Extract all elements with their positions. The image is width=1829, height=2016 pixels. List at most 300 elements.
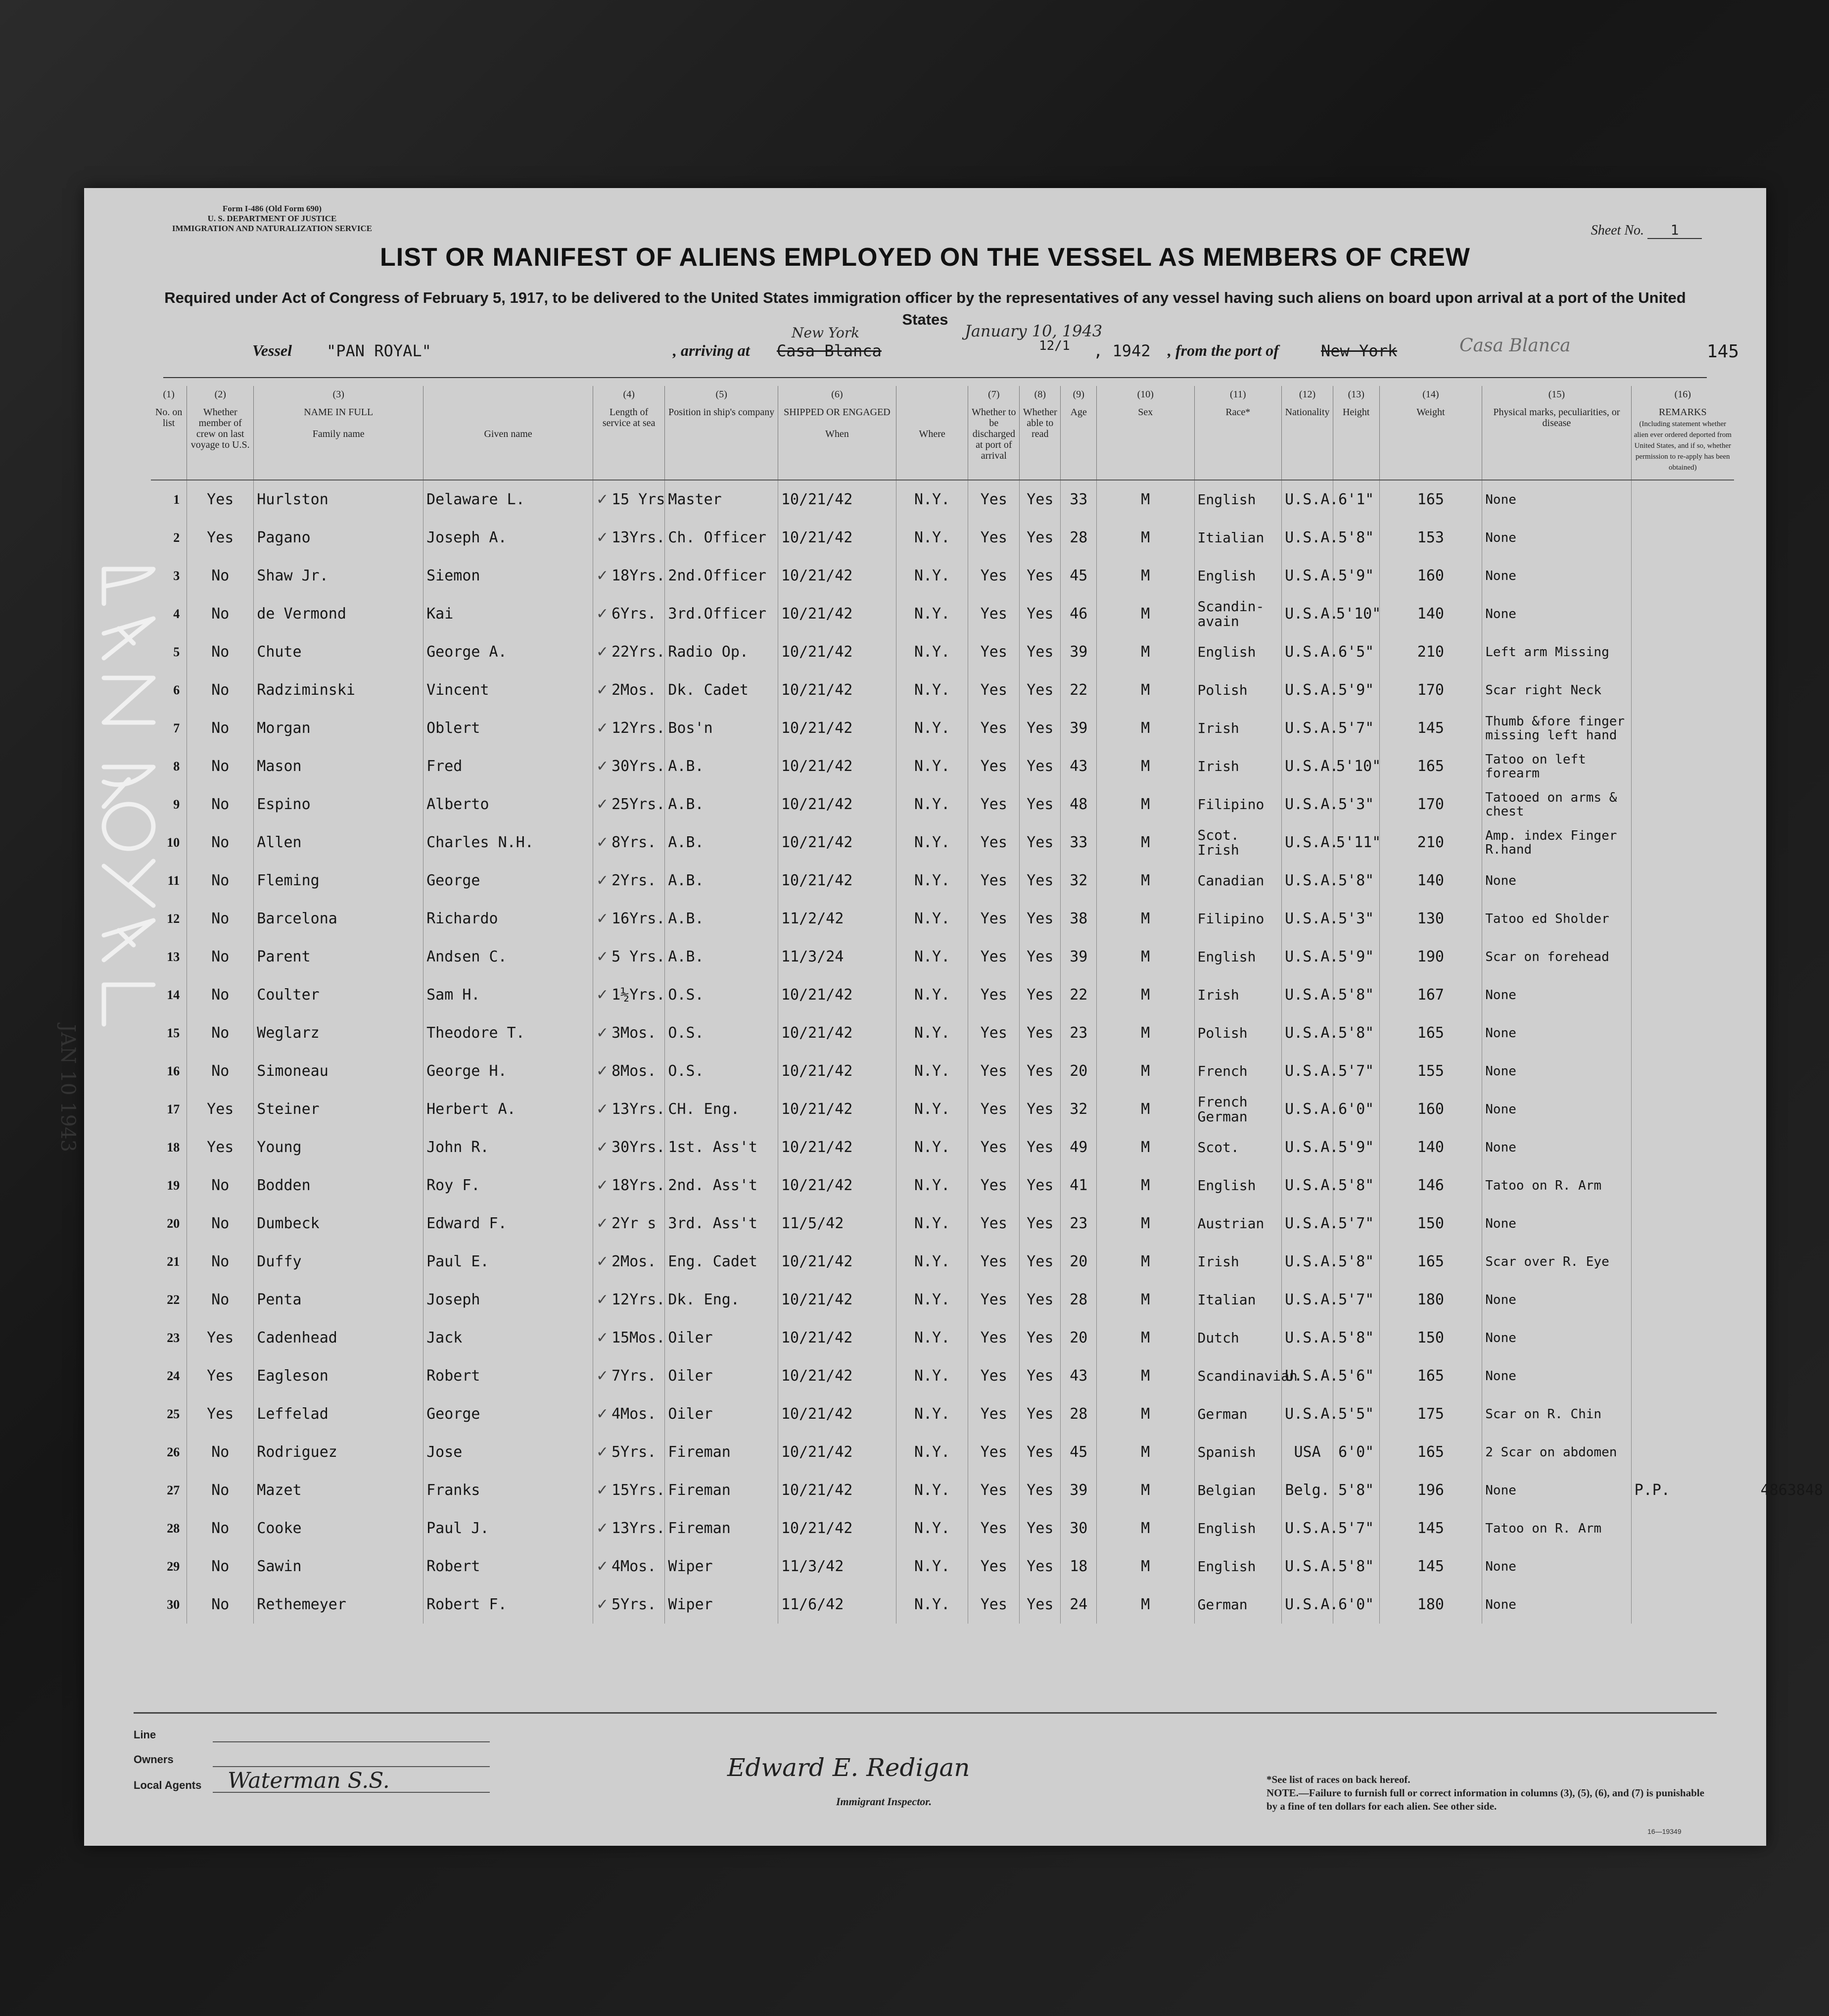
cell-weight: 165 xyxy=(1379,747,1482,785)
cell-race: English xyxy=(1194,1509,1282,1547)
cell-family: Pagano xyxy=(254,519,423,557)
cell-where: N.Y. xyxy=(896,1052,968,1090)
cell-race: Scandin- avain xyxy=(1194,595,1282,633)
cell-nationality: U.S.A. xyxy=(1282,976,1333,1014)
cell-weight: 196 xyxy=(1379,1471,1482,1509)
cell-height: 5'7" xyxy=(1333,1204,1380,1243)
cell-when: 10/21/42 xyxy=(778,747,896,785)
cell-nationality: U.S.A. xyxy=(1282,1166,1333,1204)
cell-no: 18 xyxy=(167,1140,180,1154)
cell-where: N.Y. xyxy=(896,938,968,976)
check-mark-icon: ✓ xyxy=(596,1405,609,1423)
cell-age: 20 xyxy=(1061,1052,1097,1090)
cell-remarks xyxy=(1631,671,1734,709)
cell-marks: Scar right Neck xyxy=(1482,671,1631,709)
cell-remarks xyxy=(1631,747,1734,785)
cell-height: 5'7" xyxy=(1333,709,1380,747)
cell-when: 10/21/42 xyxy=(778,480,896,519)
cell-position: A.B. xyxy=(665,747,778,785)
service-text: 2Mos. xyxy=(611,681,657,699)
cell-discharged: Yes xyxy=(968,976,1020,1014)
table-row xyxy=(151,900,1734,938)
cell-no: 26 xyxy=(167,1444,180,1459)
cell-where: N.Y. xyxy=(896,1319,968,1357)
table-row xyxy=(151,976,1734,1014)
cell-discharged: Yes xyxy=(968,671,1020,709)
cell-remarks xyxy=(1631,519,1734,557)
cell-family: Hurlston xyxy=(254,480,423,519)
cell-height: 5'5" xyxy=(1333,1395,1380,1433)
cell-last: No xyxy=(187,595,254,633)
cell-last: Yes xyxy=(187,1090,254,1128)
cell-read: Yes xyxy=(1020,1052,1061,1090)
cell-position: 3rd.Officer xyxy=(665,595,778,633)
cell-race: Irish xyxy=(1194,747,1282,785)
cell-no: 15 xyxy=(167,1025,180,1040)
check-mark-icon: ✓ xyxy=(596,1329,609,1346)
cell-race: German xyxy=(1194,1395,1282,1433)
cell-given: Edward F. xyxy=(423,1204,593,1243)
sheet-label: Sheet No. xyxy=(1591,223,1644,238)
cell-when: 11/3/42 xyxy=(778,1547,896,1585)
cell-nationality: USA xyxy=(1282,1433,1333,1471)
cell-when: 10/21/42 xyxy=(778,557,896,595)
cell-where: N.Y. xyxy=(896,976,968,1014)
cell-position: 2nd. Ass't xyxy=(665,1166,778,1204)
cell-remarks xyxy=(1631,900,1734,938)
cell-family: Shaw Jr. xyxy=(254,557,423,595)
service-text: 5Yrs. xyxy=(611,1443,657,1461)
cell-weight: 165 xyxy=(1379,1243,1482,1281)
service-text: 5 Yrs. xyxy=(611,948,665,965)
cell-sex: M xyxy=(1097,1547,1194,1585)
cell-no: 3 xyxy=(173,568,180,583)
cell-read: Yes xyxy=(1020,480,1061,519)
col-height: (13) Height xyxy=(1333,386,1380,480)
cell-sex: M xyxy=(1097,938,1194,976)
cell-weight: 210 xyxy=(1379,633,1482,671)
cell-family: Young xyxy=(254,1128,423,1166)
cell-read: Yes xyxy=(1020,671,1061,709)
cell-height: 5'11" xyxy=(1333,823,1380,862)
cell-position: A.B. xyxy=(665,823,778,862)
cell-discharged: Yes xyxy=(968,1585,1020,1624)
cell-sex: M xyxy=(1097,557,1194,595)
cell-remarks xyxy=(1631,1585,1734,1624)
check-mark-icon: ✓ xyxy=(596,948,609,965)
table-row xyxy=(151,1243,1734,1281)
cell-service xyxy=(593,1281,664,1319)
cell-service xyxy=(593,785,664,823)
service-text: 5Yrs. xyxy=(611,1595,657,1613)
cell-family: Chute xyxy=(254,633,423,671)
cell-given: Sam H. xyxy=(423,976,593,1014)
check-mark-icon: ✓ xyxy=(596,1138,609,1156)
cell-service xyxy=(593,747,664,785)
page-title: LIST OR MANIFEST OF ALIENS EMPLOYED ON THE VESSEL AS MEMBERS OF CREW xyxy=(380,243,1470,272)
cell-remarks xyxy=(1631,557,1734,595)
cell-discharged: Yes xyxy=(968,519,1020,557)
cell-age: 28 xyxy=(1061,519,1097,557)
cell-discharged: Yes xyxy=(968,1357,1020,1395)
department-name: U. S. DEPARTMENT OF JUSTICE xyxy=(207,214,337,223)
cell-age: 39 xyxy=(1061,709,1097,747)
cell-position: Oiler xyxy=(665,1319,778,1357)
cell-read: Yes xyxy=(1020,862,1061,900)
cell-discharged: Yes xyxy=(968,1204,1020,1243)
arriving-typed: Casa Blanca xyxy=(777,341,882,360)
cell-service xyxy=(593,823,664,862)
cell-age: 28 xyxy=(1061,1395,1097,1433)
cell-height: 5'9" xyxy=(1333,671,1380,709)
cell-last: No xyxy=(187,1014,254,1052)
cell-given: George A. xyxy=(423,633,593,671)
cell-race: Scandinavian xyxy=(1194,1357,1282,1395)
cell-height: 5'8" xyxy=(1333,1319,1380,1357)
cell-last: No xyxy=(187,823,254,862)
cell-sex: M xyxy=(1097,1357,1194,1395)
cell-race: Belgian xyxy=(1194,1471,1282,1509)
cell-marks: 2 Scar on abdomen xyxy=(1482,1433,1631,1471)
cell-given: Robert F. xyxy=(423,1585,593,1624)
table-row xyxy=(151,1357,1734,1395)
cell-remarks xyxy=(1631,938,1734,976)
service-text: 22Yrs. xyxy=(611,643,665,661)
manifest-sheet xyxy=(84,188,1823,1846)
cell-no: 6 xyxy=(173,682,180,697)
cell-marks: None xyxy=(1482,1128,1631,1166)
cell-position: Wiper xyxy=(665,1547,778,1585)
cell-position: Fireman xyxy=(665,1509,778,1547)
cell-no: 22 xyxy=(167,1292,180,1307)
cell-age: 39 xyxy=(1061,633,1097,671)
table-row xyxy=(151,595,1734,633)
cell-family: Fleming xyxy=(254,862,423,900)
cell-no: 23 xyxy=(167,1330,180,1345)
cell-when: 10/21/42 xyxy=(778,1509,896,1547)
form-header xyxy=(168,204,376,234)
cell-where: N.Y. xyxy=(896,480,968,519)
cell-age: 28 xyxy=(1061,1281,1097,1319)
check-mark-icon: ✓ xyxy=(596,1557,609,1575)
cell-remarks xyxy=(1631,1281,1734,1319)
cell-where: N.Y. xyxy=(896,1509,968,1547)
agents-label: Local Agents xyxy=(134,1779,202,1791)
vessel-line xyxy=(252,322,1739,366)
cell-service xyxy=(593,900,664,938)
cell-no: 29 xyxy=(167,1559,180,1574)
cell-where: N.Y. xyxy=(896,1281,968,1319)
cell-height: 6'5" xyxy=(1333,633,1380,671)
cell-no: 28 xyxy=(167,1521,180,1536)
cell-last: Yes xyxy=(187,1357,254,1395)
table-row xyxy=(151,1395,1734,1433)
cell-remarks xyxy=(1631,480,1734,519)
cell-sex: M xyxy=(1097,1585,1194,1624)
check-mark-icon: ✓ xyxy=(596,719,609,737)
cell-height: 5'7" xyxy=(1333,1281,1380,1319)
cell-position: A.B. xyxy=(665,938,778,976)
cell-sex: M xyxy=(1097,976,1194,1014)
cell-sex: M xyxy=(1097,1509,1194,1547)
cell-age: 32 xyxy=(1061,1090,1097,1128)
cell-read: Yes xyxy=(1020,519,1061,557)
cell-remarks xyxy=(1631,1433,1734,1471)
cell-last: No xyxy=(187,1547,254,1585)
col-marks: (15) Physical marks, peculiarities, or disease xyxy=(1482,386,1631,480)
cell-read: Yes xyxy=(1020,595,1061,633)
cell-weight: 165 xyxy=(1379,1357,1482,1395)
cell-remarks xyxy=(1631,709,1734,747)
cell-marks: None xyxy=(1482,1471,1631,1509)
cell-age: 43 xyxy=(1061,1357,1097,1395)
cell-remarks xyxy=(1631,785,1734,823)
cell-race: Irish xyxy=(1194,709,1282,747)
cell-weight: 170 xyxy=(1379,671,1482,709)
cell-marks: None xyxy=(1482,1585,1631,1624)
cell-given: Herbert A. xyxy=(423,1090,593,1128)
check-mark-icon: ✓ xyxy=(596,1214,609,1232)
cell-read: Yes xyxy=(1020,823,1061,862)
cell-race: Scot. Irish xyxy=(1194,823,1282,862)
arriving-handwritten: New York xyxy=(792,325,860,341)
service-text: 25Yrs. xyxy=(611,795,665,813)
cell-when: 11/5/42 xyxy=(778,1204,896,1243)
cell-when: 10/21/42 xyxy=(778,1395,896,1433)
cell-race: English xyxy=(1194,1166,1282,1204)
cell-height: 5'8" xyxy=(1333,1166,1380,1204)
cell-nationality: U.S.A. xyxy=(1282,519,1333,557)
cell-weight: 150 xyxy=(1379,1204,1482,1243)
cell-nationality: U.S.A. xyxy=(1282,1395,1333,1433)
owners-label: Owners xyxy=(134,1753,174,1766)
cell-height: 5'8" xyxy=(1333,1471,1380,1509)
cell-remarks xyxy=(1631,1509,1734,1547)
cell-given: Paul J. xyxy=(423,1509,593,1547)
cell-when: 10/21/42 xyxy=(778,633,896,671)
cell-last: No xyxy=(187,785,254,823)
cell-when: 11/2/42 xyxy=(778,900,896,938)
table-row xyxy=(151,1319,1734,1357)
table-row xyxy=(151,1052,1734,1090)
cell-weight: 165 xyxy=(1379,1014,1482,1052)
cell-age: 49 xyxy=(1061,1128,1097,1166)
cell-where: N.Y. xyxy=(896,1471,968,1509)
table-row xyxy=(151,1204,1734,1243)
cell-position: Bos'n xyxy=(665,709,778,747)
cell-family: Mason xyxy=(254,747,423,785)
cell-remarks xyxy=(1631,1395,1734,1433)
cell-position: A.B. xyxy=(665,900,778,938)
cell-height: 5'8" xyxy=(1333,862,1380,900)
cell-height: 5'3" xyxy=(1333,900,1380,938)
table-row xyxy=(151,557,1734,595)
check-mark-icon: ✓ xyxy=(596,1595,609,1613)
cell-height: 5'9" xyxy=(1333,557,1380,595)
cell-no: 20 xyxy=(167,1216,180,1231)
table-row xyxy=(151,823,1734,862)
cell-service xyxy=(593,557,664,595)
cell-weight: 190 xyxy=(1379,938,1482,976)
cell-read: Yes xyxy=(1020,1357,1061,1395)
cell-family: Weglarz xyxy=(254,1014,423,1052)
col-race: (11) Race* xyxy=(1194,386,1282,480)
check-mark-icon: ✓ xyxy=(596,986,609,1004)
cell-remarks xyxy=(1631,976,1734,1014)
cell-family: Eagleson xyxy=(254,1357,423,1395)
cell-where: N.Y. xyxy=(896,1433,968,1471)
cell-where: N.Y. xyxy=(896,747,968,785)
arrival-year: , 1942 xyxy=(1093,341,1151,360)
cell-when: 10/21/42 xyxy=(778,1357,896,1395)
cell-service xyxy=(593,1547,664,1585)
cell-service xyxy=(593,1471,664,1509)
cell-sex: M xyxy=(1097,1319,1194,1357)
service-text: 4Mos. xyxy=(611,1557,657,1575)
cell-no: 5 xyxy=(173,644,180,659)
cell-where: N.Y. xyxy=(896,862,968,900)
service-text: 4Mos. xyxy=(611,1405,657,1423)
cell-read: Yes xyxy=(1020,1014,1061,1052)
service-text: 3Mos. xyxy=(611,1024,657,1042)
cell-discharged: Yes xyxy=(968,862,1020,900)
cell-discharged: Yes xyxy=(968,1281,1020,1319)
cell-read: Yes xyxy=(1020,1204,1061,1243)
cell-marks: Thumb &fore finger missing left hand xyxy=(1482,709,1631,747)
cell-nationality: U.S.A. xyxy=(1282,1281,1333,1319)
cell-sex: M xyxy=(1097,785,1194,823)
check-mark-icon: ✓ xyxy=(596,1100,609,1118)
cell-read: Yes xyxy=(1020,1128,1061,1166)
col-service: (4) Length of service at sea xyxy=(593,386,664,480)
col-sex: (10) Sex xyxy=(1097,386,1194,480)
cell-discharged: Yes xyxy=(968,1128,1020,1166)
cell-discharged: Yes xyxy=(968,747,1020,785)
cell-weight: 210 xyxy=(1379,823,1482,862)
owners-field xyxy=(213,1766,490,1767)
cell-race: Filipino xyxy=(1194,900,1282,938)
cell-nationality: U.S.A. xyxy=(1282,747,1333,785)
cell-race: French German xyxy=(1194,1090,1282,1128)
cell-marks: Scar on forehead xyxy=(1482,938,1631,976)
cell-age: 30 xyxy=(1061,1509,1097,1547)
cell-age: 22 xyxy=(1061,976,1097,1014)
cell-no: 12 xyxy=(167,911,180,926)
cell-where: N.Y. xyxy=(896,1585,968,1624)
cell-where: N.Y. xyxy=(896,1547,968,1585)
cell-race: Canadian xyxy=(1194,862,1282,900)
check-mark-icon: ✓ xyxy=(596,871,609,889)
service-text: 8Mos. xyxy=(611,1062,657,1080)
cell-marks: None xyxy=(1482,595,1631,633)
cell-remarks xyxy=(1631,1357,1734,1395)
cell-where: N.Y. xyxy=(896,557,968,595)
cell-given: Jose xyxy=(423,1433,593,1471)
cell-discharged: Yes xyxy=(968,1090,1020,1128)
cell-discharged: Yes xyxy=(968,480,1020,519)
cell-age: 41 xyxy=(1061,1166,1097,1204)
cell-family: Coulter xyxy=(254,976,423,1014)
cell-service xyxy=(593,938,664,976)
check-mark-icon: ✓ xyxy=(596,681,609,699)
cell-remarks xyxy=(1631,1090,1734,1128)
cell-age: 33 xyxy=(1061,823,1097,862)
cell-age: 32 xyxy=(1061,862,1097,900)
cell-nationality: U.S.A. xyxy=(1282,1243,1333,1281)
cell-service xyxy=(593,480,674,519)
cell-given: George H. xyxy=(423,1052,593,1090)
cell-marks: None xyxy=(1482,1014,1631,1052)
cell-race: Dutch xyxy=(1194,1319,1282,1357)
cell-where: N.Y. xyxy=(896,1395,968,1433)
cell-height: 5'8" xyxy=(1333,1243,1380,1281)
header-rule xyxy=(163,377,1707,378)
cell-weight: 167 xyxy=(1379,976,1482,1014)
check-mark-icon: ✓ xyxy=(596,795,609,813)
col-read: (8) Whether able to read xyxy=(1020,386,1061,480)
cell-marks: None xyxy=(1482,1090,1631,1128)
cell-read: Yes xyxy=(1020,1471,1061,1509)
table-row xyxy=(151,709,1734,747)
cell-no: 1 xyxy=(173,492,180,507)
cell-nationality: U.S.A. xyxy=(1282,671,1333,709)
table-row xyxy=(151,1585,1734,1624)
cell-family: Barcelona xyxy=(254,900,423,938)
cell-where: N.Y. xyxy=(896,1166,968,1204)
cell-family: Dumbeck xyxy=(254,1204,423,1243)
cell-race: German xyxy=(1194,1585,1282,1624)
inspector-caption: Immigrant Inspector. xyxy=(836,1795,932,1808)
from-port-label: , from the port of xyxy=(1168,341,1279,359)
cell-race: Spanish xyxy=(1194,1433,1282,1471)
cell-weight: 165 xyxy=(1379,480,1482,519)
service-text: 2Yrs. xyxy=(611,871,657,889)
cell-sex: M xyxy=(1097,1014,1194,1052)
cell-last: Yes xyxy=(187,519,254,557)
cell-age: 23 xyxy=(1061,1204,1097,1243)
cell-given: Joseph A. xyxy=(423,519,593,557)
arrival-date-handwritten: January 10, 1943 xyxy=(965,322,1103,340)
cell-when: 10/21/42 xyxy=(778,595,896,633)
cell-weight: 146 xyxy=(1379,1166,1482,1204)
cell-marks: None xyxy=(1482,976,1631,1014)
cell-where: N.Y. xyxy=(896,633,968,671)
cell-nationality: U.S.A. xyxy=(1282,1014,1333,1052)
cell-race: Polish xyxy=(1194,671,1282,709)
cell-no: 11 xyxy=(167,873,180,888)
races-note: *See list of races on back hereof. xyxy=(1266,1774,1410,1785)
cell-where: N.Y. xyxy=(896,1204,968,1243)
cell-sex: M xyxy=(1097,1128,1194,1166)
cell-sex: M xyxy=(1097,900,1194,938)
cell-race: Italian xyxy=(1194,1281,1282,1319)
cell-position: O.S. xyxy=(665,1014,778,1052)
cell-service xyxy=(593,862,664,900)
cell-nationality: U.S.A. xyxy=(1282,1090,1333,1128)
cell-no: 4 xyxy=(173,606,180,621)
cell-age: 43 xyxy=(1061,747,1097,785)
cell-when: 10/21/42 xyxy=(778,1471,896,1509)
cell-given: Fred xyxy=(423,747,593,785)
cell-age: 39 xyxy=(1061,1471,1097,1509)
col-nationality: (12) Nationality xyxy=(1282,386,1333,480)
cell-service xyxy=(593,1395,664,1433)
cell-age: 22 xyxy=(1061,671,1097,709)
col-discharged: (7) Whether to be discharged at port of arrival xyxy=(968,386,1020,480)
table-row xyxy=(151,671,1734,709)
cell-last: Yes xyxy=(187,1319,254,1357)
cell-marks: Amp. index Finger R.hand xyxy=(1482,823,1631,862)
